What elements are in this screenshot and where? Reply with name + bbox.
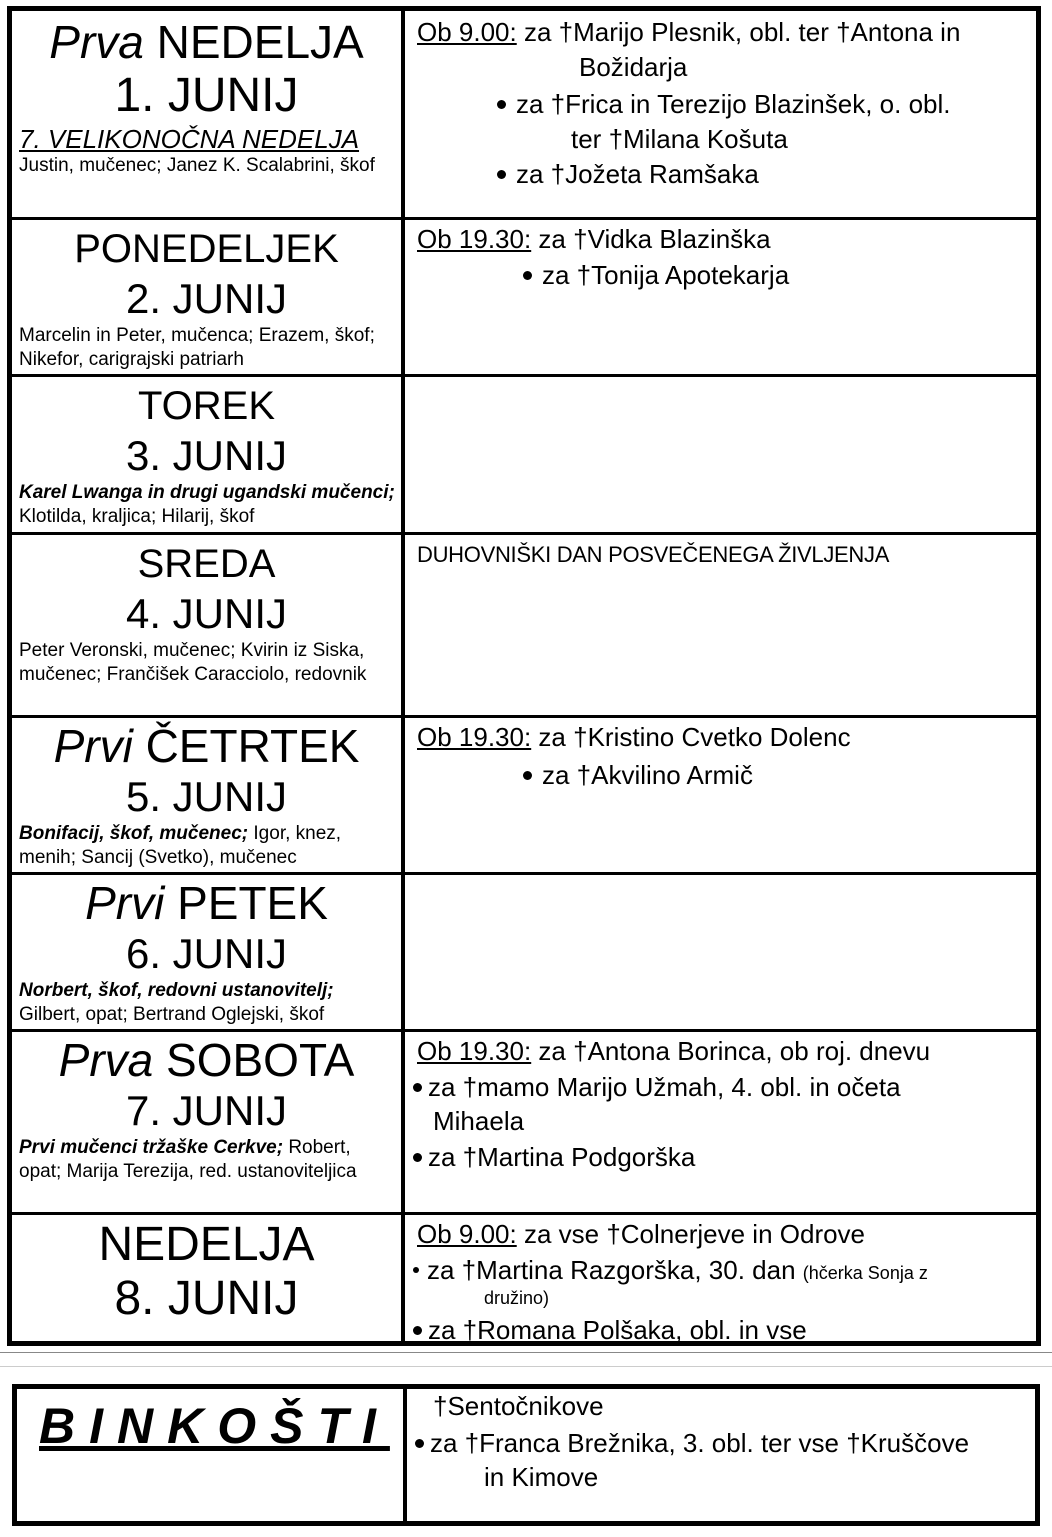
intention-item: za †mamo Marijo Užmah, 4. obl. in očeta: [413, 1070, 1026, 1105]
intentions-cell: [405, 377, 1036, 532]
intention-item: za †Frica in Terezijo Blazinšek, o. obl.: [497, 87, 1026, 122]
day-heading: NEDELJA: [98, 1218, 315, 1271]
day-cell: [12, 718, 405, 872]
table-row: [12, 11, 1036, 220]
saints-text: Prvi mučenci tržaške Cerkve; Robert, opat; Marija Terezija, red. ustanoviteljica: [19, 1137, 357, 1182]
feast-title: 7. VELIKONOČNA NEDELJA: [19, 124, 360, 154]
bullet-icon: [415, 1439, 424, 1448]
intentions-cell: [405, 718, 1036, 872]
saints-text: Justin, mučenec; Janez K. Scalabrini, škof: [19, 155, 375, 176]
bullet-icon: [413, 1267, 419, 1273]
intentions-cell: [405, 11, 1036, 217]
bullet-icon: [523, 771, 532, 780]
intention-item-cont: Mihaela: [433, 1106, 525, 1136]
saints-text: Norbert, škof, redovni ustanovitelj; Gilbert, opat; Bertrand Oglejski, škof: [19, 980, 334, 1025]
mass-line: Ob 19.30: za †Antona Borinca, ob roj. dnevu: [417, 1036, 931, 1066]
mass-line: Ob 19.30: za †Vidka Blazinška: [417, 224, 771, 254]
intention-item: za †Franca Brežnika, 3. obl. ter vse †Kruščove: [415, 1426, 1025, 1461]
day-cell: [12, 1032, 405, 1212]
day-heading: TOREK: [137, 384, 276, 428]
intention-item-cont: ter †Milana Košuta: [571, 124, 788, 154]
day-heading: PONEDELJEK: [74, 227, 339, 271]
bullet-icon: [497, 100, 506, 109]
bullet-icon: [413, 1153, 422, 1162]
date-heading: 3. JUNIJ: [125, 432, 288, 479]
day-heading: SREDA: [137, 542, 276, 586]
saints-text: Peter Veronski, mučenec; Kvirin iz Siska, mučenec; Frančišek Caracciolo, redovnik: [19, 640, 367, 685]
date-heading: 7. JUNIJ: [125, 1087, 288, 1134]
intention-item-cont: in Kimove: [484, 1462, 599, 1492]
intentions-cell: [405, 875, 1036, 1029]
page-divider: [0, 1366, 1052, 1367]
mass-line: Ob 9.00: za †Marijo Plesnik, obl. ter †Antona in: [417, 17, 961, 47]
saints-text: Bonifacij, škof, mučenec; Igor, knez, menih; Sancij (Svetko), mučenec: [19, 823, 342, 868]
table-row: [12, 1032, 1036, 1215]
intention-item: za †Tonija Apotekarja: [523, 258, 1026, 293]
intention-item: za †Jožeta Ramšaka: [497, 157, 1026, 192]
day-heading: Prvi ČETRTEK: [53, 720, 360, 772]
bullet-icon: [413, 1083, 422, 1092]
pentecost-table: [12, 1384, 1040, 1526]
table-row: [12, 535, 1036, 718]
schedule-table: [7, 6, 1041, 1346]
date-heading: 5. JUNIJ: [125, 773, 288, 820]
mass-line-cont: Božidarja: [579, 52, 688, 82]
intention-item: za †Martina Razgorška, 30. dan (hčerka Sonja z: [413, 1253, 1026, 1291]
table-row: [12, 875, 1036, 1032]
mass-line: Ob 9.00: za vse †Colnerjeve in Odrove: [417, 1219, 866, 1249]
date-heading: 4. JUNIJ: [125, 590, 288, 637]
saints-text: Marcelin in Peter, mučenca; Erazem, škof; Nikefor, carigrajski patriarh: [19, 325, 375, 370]
bullet-icon: [413, 1326, 422, 1335]
day-heading: Prva NEDELJA: [49, 16, 364, 68]
bullet-icon: [523, 271, 532, 280]
day-cell: [12, 377, 405, 532]
intention-item: za †Romana Polšaka, obl. in vse: [413, 1313, 1026, 1348]
date-heading: 1. JUNIJ: [114, 69, 299, 122]
day-heading: Prvi PETEK: [85, 877, 328, 929]
day-cell: [17, 1389, 407, 1521]
intention-item: za †Akvilino Armič: [523, 758, 1026, 793]
intention-note-cont: družino): [484, 1288, 550, 1308]
day-cell: [12, 220, 405, 374]
table-row: [12, 1215, 1036, 1345]
pentecost-title: BINKOŠTI: [39, 1398, 390, 1454]
day-cell: [12, 875, 405, 1029]
date-heading: 6. JUNIJ: [125, 930, 288, 977]
mass-line: Ob 19.30: za †Kristino Cvetko Dolenc: [417, 722, 851, 752]
intentions-cell: [405, 1215, 1036, 1345]
intentions-cell: [405, 1032, 1036, 1212]
intention-line: †Sentočnikove: [433, 1391, 604, 1421]
intentions-cell: [405, 220, 1036, 374]
day-cell: [12, 535, 405, 715]
table-row: [12, 220, 1036, 377]
page-divider: [0, 1352, 1052, 1353]
date-heading: 2. JUNIJ: [125, 275, 288, 322]
intentions-cell: [405, 535, 1036, 715]
day-heading: Prva SOBOTA: [58, 1034, 355, 1086]
saints-text: Karel Lwanga in drugi ugandski mučenci; Klotilda, kraljica; Hilarij, škof: [19, 482, 395, 527]
intentions-cell: [407, 1389, 1035, 1521]
table-row: [12, 718, 1036, 875]
intention-item: za †Martina Podgorška: [413, 1140, 1026, 1175]
table-row: [12, 377, 1036, 535]
bullet-icon: [497, 170, 506, 179]
day-note: DUHOVNIŠKI DAN POSVEČENEGA ŽIVLJENJA: [417, 542, 890, 567]
day-cell: [12, 11, 405, 217]
day-cell: [12, 1215, 405, 1341]
date-heading: 8. JUNIJ: [114, 1272, 299, 1325]
